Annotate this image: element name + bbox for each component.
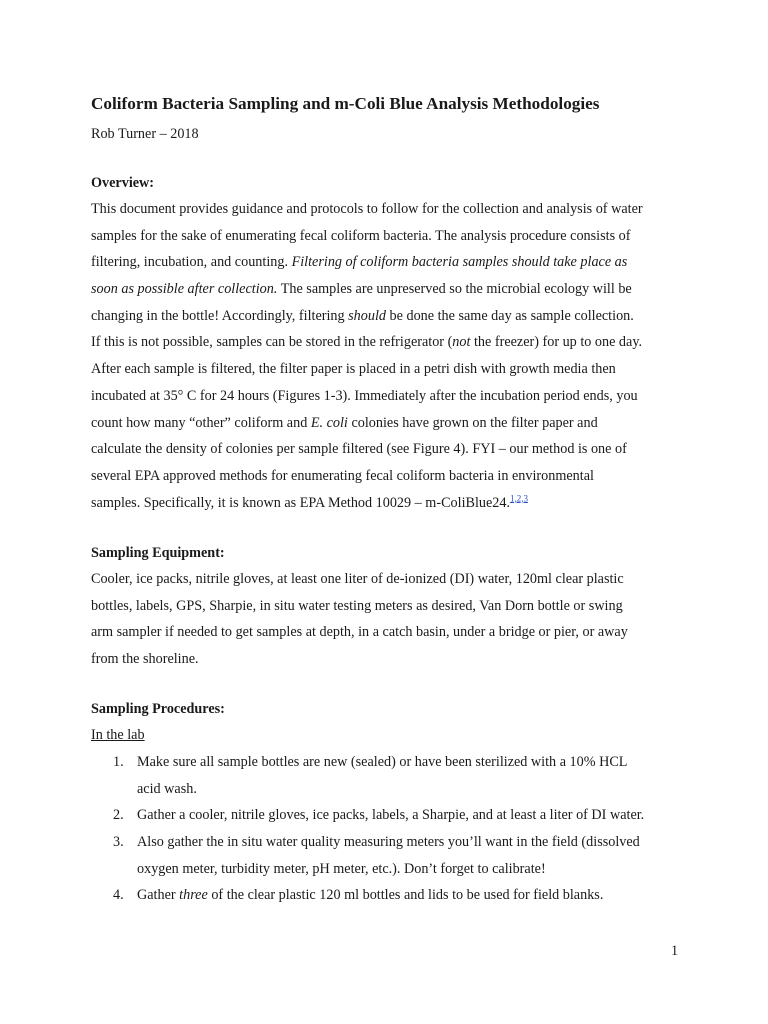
overview-line: incubated at 35° C for 24 hours (Figures 1-3). Immediately after the incubation period ends, you [91, 387, 638, 404]
text: be done the same day as sample collection. [386, 307, 634, 324]
list-item-text [137, 882, 693, 909]
overview-line [91, 329, 691, 356]
in-the-lab-subheading: In the lab [91, 727, 145, 743]
overview-paragraph [91, 196, 691, 516]
list-item-text: acid wash. [137, 780, 197, 797]
emphasis-text: not [452, 334, 471, 351]
overview-line [91, 490, 691, 517]
text: count how many “other” coliform and [91, 414, 311, 431]
equipment-heading: Sampling Equipment: [91, 545, 225, 561]
procedures-list [113, 749, 693, 909]
list-item [113, 749, 693, 802]
list-item-text: oxygen meter, turbidity meter, pH meter, etc.). Don’t forget to calibrate! [137, 860, 546, 877]
overview-line: samples for the sake of enumerating fecal coliform bacteria. The analysis procedure consists of [91, 227, 631, 244]
equipment-line: bottles, labels, GPS, Sharpie, in situ water testing meters as desired, Van Dorn bottle or swing [91, 597, 623, 614]
list-item-text: Make sure all sample bottles are new (sealed) or have been sterilized with a 10% HCL [137, 754, 628, 770]
text: filtering, incubation, and counting. [91, 254, 292, 271]
emphasis-text: soon as possible after collection. [91, 281, 278, 298]
page-number: 1 [671, 943, 679, 959]
list-item-text: Also gather the in situ water quality measuring meters you’ll want in the field (dissolved [137, 834, 640, 851]
overview-line [91, 276, 691, 303]
emphasis-text: Filtering of coliform bacteria samples should take place as [291, 254, 628, 271]
list-number: 3. [113, 834, 124, 851]
emphasis-text: three [179, 887, 208, 904]
text: changing in the bottle! Accordingly, filtering [91, 307, 349, 324]
text: Gather [137, 887, 180, 904]
list-number: 1. [113, 754, 124, 770]
emphasis-text: E. coli [310, 414, 348, 431]
overview-heading: Overview: [91, 175, 155, 191]
text: samples. Specifically, it is known as EPA Method 10029 – m-ColiBlue24. [91, 494, 511, 511]
author-line: Rob Turner – 2018 [91, 126, 199, 142]
text: of the clear plastic 120 ml bottles and lids to be used for field blanks. [207, 887, 604, 904]
text: the freezer) for up to one day. [470, 334, 643, 351]
overview-line: calculate the density of colonies per sample filtered (see Figure 4). FYI – our method is one of [91, 441, 627, 458]
equipment-line: arm sampler if needed to get samples at depth, in a catch basin, under a bridge or pier, or away [91, 624, 628, 641]
list-item [113, 802, 693, 829]
text: If this is not possible, samples can be stored in the refrigerator ( [91, 334, 453, 351]
overview-line: several EPA approved methods for enumerating fecal coliform bacteria in environmental [91, 467, 594, 484]
document-title: Coliform Bacteria Sampling and m-Coli Blue Analysis Methodologies [91, 94, 600, 113]
overview-line [91, 410, 691, 437]
equipment-paragraph [91, 566, 691, 673]
list-item [113, 829, 693, 882]
equipment-line: from the shoreline. [91, 651, 199, 668]
list-item [113, 882, 693, 909]
list-number: 4. [113, 887, 124, 904]
overview-line: This document provides guidance and protocols to follow for the collection and analysis of water [91, 201, 643, 217]
equipment-line: Cooler, ice packs, nitrile gloves, at least one liter of de-ionized (DI) water, 120ml clear plastic [91, 571, 624, 587]
overview-line: After each sample is filtered, the filter paper is placed in a petri dish with growth media then [91, 361, 616, 378]
list-item-text: Gather a cooler, nitrile gloves, ice packs, labels, a Sharpie, and at least a liter of DI water. [137, 807, 645, 824]
overview-line [91, 303, 691, 330]
list-number: 2. [113, 807, 124, 824]
procedures-heading: Sampling Procedures: [91, 701, 225, 717]
overview-line [91, 249, 691, 276]
text: The samples are unpreserved so the microbial ecology will be [277, 281, 632, 298]
text: colonies have grown on the filter paper and [347, 414, 598, 431]
footnote-references-link[interactable]: 1,2,3 [510, 492, 529, 503]
emphasis-text: should [348, 307, 386, 324]
